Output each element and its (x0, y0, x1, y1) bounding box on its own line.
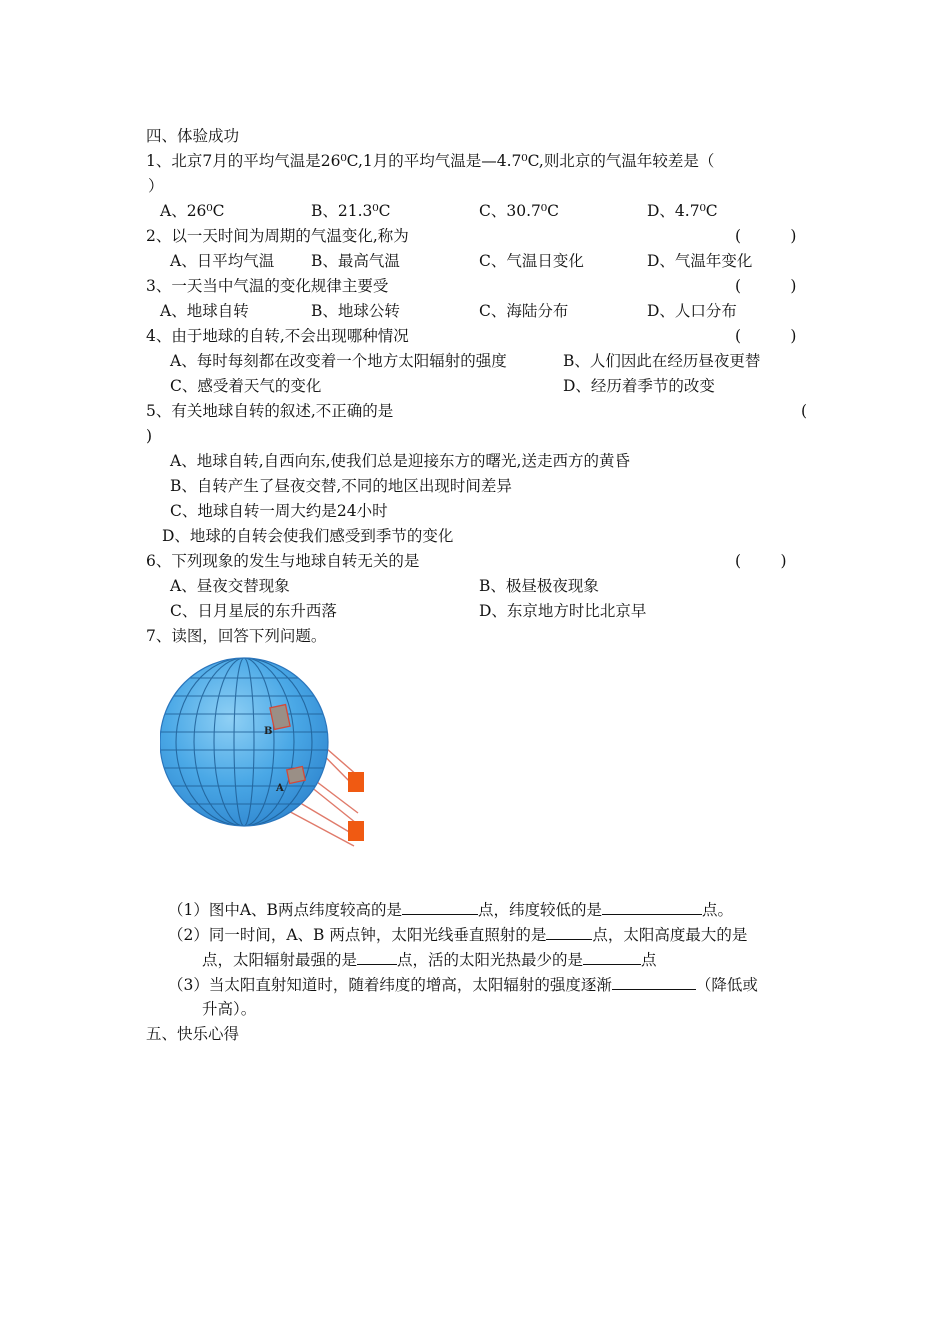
question-1-paren-close: ） (148, 177, 164, 195)
question-6-paren: ( ) (735, 552, 787, 570)
q6-option-c: C、日月星辰的东升西落 (170, 602, 337, 620)
question-2: 2、以一天时间为周期的气温变化,称为 (146, 227, 409, 245)
question-5: 5、有关地球自转的叙述,不正确的是 (146, 402, 394, 420)
q3-option-b: B、地球公转 (311, 302, 400, 320)
q7-sub2-blank-2[interactable] (357, 949, 397, 965)
q1-option-a: A、26⁰C (160, 202, 225, 220)
q7-sub2-blank-3[interactable] (583, 949, 641, 965)
q7-sub2-line2 (202, 949, 657, 970)
section-5-title: 五、快乐心得 (146, 1025, 240, 1043)
q7-sub2-text-1: （2）同一时间，A、B 两点钟，太阳光线垂直照射的是 (168, 926, 547, 944)
point-a-patch (287, 766, 306, 783)
q3-option-a: A、地球自转 (160, 302, 249, 320)
q4-option-c: C、感受着天气的变化 (170, 377, 322, 395)
q5-option-b: B、自转产生了昼夜交替,不同的地区出现时间差异 (170, 477, 512, 495)
q4-option-b: B、人们因此在经历昼夜更替 (563, 352, 761, 370)
q5-option-a: A、地球自转,自西向东,使我们总是迎接东方的曙光,送走西方的黄昏 (170, 452, 630, 470)
q1-option-d: D、4.7⁰C (647, 202, 718, 220)
question-5-paren-close: ) (146, 427, 153, 445)
globe-figure (160, 648, 395, 860)
q7-sub3-line1 (168, 974, 758, 995)
q7-sub2-text-5: 点 (641, 951, 657, 969)
q7-sub2-text-4: 点，活的太阳光热最少的是 (397, 951, 584, 969)
sun-block-upper (348, 772, 364, 792)
question-2-paren: ( ) (735, 227, 797, 245)
q7-sub3-line2: 升高）。 (202, 1000, 257, 1018)
question-4: 4、由于地球的自转,不会出现哪种情况 (146, 327, 409, 345)
question-4-paren: ( ) (735, 327, 797, 345)
label-b: B (264, 726, 273, 737)
q7-sub2-line1 (168, 924, 747, 945)
question-3: 3、一天当中气温的变化规律主要受 (146, 277, 389, 295)
q5-option-d: D、地球的自转会使我们感受到季节的变化 (162, 527, 454, 545)
q2-option-b: B、最高气温 (311, 252, 400, 270)
q6-option-a: A、昼夜交替现象 (170, 577, 290, 595)
q4-option-a: A、每时每刻都在改变着一个地方太阳辐射的强度 (170, 352, 507, 370)
q3-option-c: C、海陆分布 (479, 302, 569, 320)
q7-sub1-text-2: 点，纬度较低的是 (477, 901, 602, 919)
q7-sub1-blank-2[interactable] (602, 899, 702, 915)
q7-sub1-blank-1[interactable] (402, 899, 478, 915)
q7-sub1 (168, 899, 733, 920)
q2-option-c: C、气温日变化 (479, 252, 584, 270)
q5-option-c: C、地球自转一周大约是24小时 (170, 502, 388, 520)
question-7: 7、读图，回答下列问题。 (146, 627, 327, 645)
q4-option-d: D、经历着季节的改变 (563, 377, 715, 395)
question-1: 1、北京7月的平均气温是26⁰C,1月的平均气温是—4.7⁰C,则北京的气温年较差是（ (146, 152, 715, 170)
q7-sub2-blank-1[interactable] (546, 924, 592, 940)
q7-sub3-text-2: （降低或 (695, 976, 758, 994)
label-a: A (276, 783, 284, 794)
q7-sub2-text-2: 点，太阳高度最大的是 (592, 926, 748, 944)
q1-option-c: C、30.7⁰C (479, 202, 559, 220)
question-5-paren-open: ( (801, 402, 808, 420)
q7-sub2-text-3: 点，太阳辐射最强的是 (202, 951, 358, 969)
question-6: 6、下列现象的发生与地球自转无关的是 (146, 552, 420, 570)
q7-sub1-text-3: 点。 (701, 901, 733, 919)
q7-sub3-blank[interactable] (612, 974, 696, 990)
sun-block-lower (348, 821, 364, 841)
section-4-title: 四、体验成功 (146, 127, 240, 145)
q7-sub1-text-1: （1）图中A、B两点纬度较高的是 (168, 901, 402, 919)
globe-sphere (160, 658, 328, 826)
question-3-paren: ( ) (735, 277, 797, 295)
q2-option-a: A、日平均气温 (170, 252, 275, 270)
q6-option-d: D、东京地方时比北京早 (479, 602, 647, 620)
q3-option-d: D、人口分布 (647, 302, 737, 320)
q6-option-b: B、极昼极夜现象 (479, 577, 599, 595)
q7-sub3-text-1: （3）当太阳直射知道时，随着纬度的增高，太阳辐射的强度逐渐 (168, 976, 612, 994)
q2-option-d: D、气温年变化 (647, 252, 753, 270)
q1-option-b: B、21.3⁰C (311, 202, 391, 220)
